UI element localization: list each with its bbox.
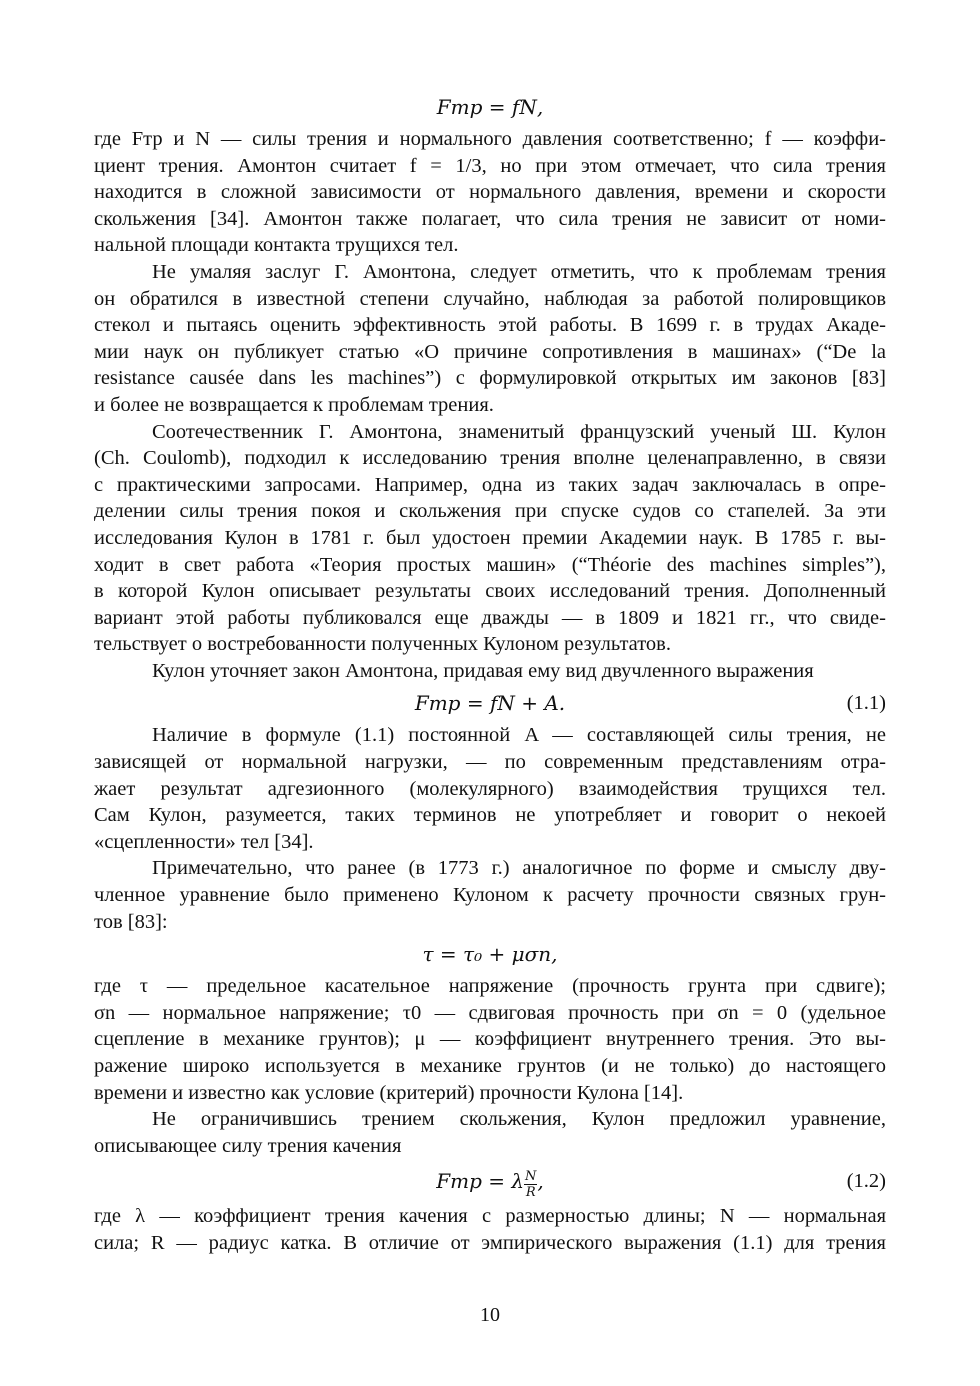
text-line: где τ — предельное касательное напряжение (прочность грунта при сдвиге);: [94, 975, 886, 998]
formula-amontons: [94, 88, 886, 126]
page-number: 10: [480, 1304, 500, 1326]
text-line: членное уравнение было применено Кулоном к расчету прочности связных грун-: [94, 884, 886, 907]
page-body: [94, 88, 886, 1257]
text-line: описывающее силу трения качения: [94, 1134, 402, 1157]
formula-1-2-lhs: 𝐹тр = λ: [436, 1169, 525, 1194]
formula-coulomb-soil-expr: τ = τ₀ + μσ𝑛,: [422, 942, 558, 967]
text-line: и более не возвращается к проблемам трения.: [94, 393, 494, 416]
paragraph-9: [94, 1203, 886, 1256]
formula-1-1-expr: 𝐹тр = 𝑓𝑁 + 𝐴.: [414, 691, 566, 716]
text-line: мии наук он публикует статью «О причине сопротивления в машинах» (“De la: [94, 340, 886, 363]
formula-amontons-expr: 𝐹тр = 𝑓𝑁,: [436, 95, 544, 119]
formula-coulomb-soil: [94, 935, 886, 973]
text-line: тельствует о востребованности полученных Кулоном результатов.: [94, 633, 671, 656]
text-line: где λ — коэффициент трения качения с размерностью длины; N — нормальная: [94, 1205, 886, 1228]
paragraph-4: [94, 658, 886, 685]
text-line: сцепление в механике грунтов); μ — коэффициент внутреннего трения. Это вы-: [94, 1028, 886, 1051]
text-line: Примечательно, что ранее (в 1773 г.) аналогичное по форме и смыслу дву-: [152, 857, 886, 880]
text-line: находится в сложной зависимости от нормального давления, времени и скорости: [94, 181, 886, 204]
formula-1-2-tail: ,: [537, 1169, 544, 1194]
text-line: ражение широко используется в механике грунтов (и не только) до настоящего: [94, 1055, 886, 1077]
text-line: Наличие в формуле (1.1) постоянной A — составляющей силы трения, не: [152, 724, 886, 747]
text-line: тов [83]:: [94, 910, 168, 933]
paragraph-5: [94, 722, 886, 855]
formula-1-2-fraction: [524, 1169, 537, 1200]
paragraph-3: [94, 419, 886, 658]
text-line: (Ch. Coulomb), подходил к исследованию трения вполне целенаправленно, в связи: [94, 447, 886, 470]
text-line: вариант этой работы публиковался еще дважды — в 1809 и 1821 гг., что свиде-: [94, 606, 886, 629]
text-line: «сцепленности» тел [34].: [94, 830, 314, 853]
formula-1-1: [94, 684, 886, 722]
formula-1-2-number: (1.2): [846, 1170, 886, 1193]
text-line: ходит в свет работа «Теория простых машин» (“Théorie des machines simples”),: [94, 553, 886, 576]
paragraph-8: [94, 1106, 886, 1159]
paragraph-2: [94, 259, 886, 419]
text-line: жает результат адгезионного (молекулярного) взаимодействия трущихся тел.: [94, 777, 886, 800]
fraction-denominator: 𝑅: [525, 1185, 536, 1201]
text-line: resistance causée dans les machines”) с формулировкой открытых им законов [83]: [94, 367, 886, 390]
text-line: Не ограничившись трением скольжения, Кулон предложил уравнение,: [152, 1108, 886, 1131]
text-line: Соотечественник Г. Амонтона, знаменитый французский ученый Ш. Кулон: [152, 420, 886, 443]
text-line: зависящей от нормальной нагрузки, — по современным представлениям отра-: [94, 751, 886, 774]
text-line: скольжения [34]. Амонтон также полагает, что сила трения не зависит от номи-: [94, 207, 886, 230]
text-line: нальной площади контакта трущихся тел.: [94, 234, 459, 257]
paragraph-1: [94, 126, 886, 259]
text-line: в которой Кулон описывает результаты своих исследований трения. Дополненный: [94, 580, 886, 603]
text-line: Кулон уточняет закон Амонтона, придавая ему вид двучленного выражения: [152, 659, 814, 682]
formula-1-1-number: (1.1): [846, 692, 886, 715]
text-line: стекол и пытаясь оценить эффективность этой работы. В 1699 г. в трудах Акаде-: [94, 314, 886, 337]
text-line: времени и известно как условие (критерий) прочности Кулона [14].: [94, 1081, 684, 1104]
text-line: он обратился в известной степени случайно, наблюдая за работой полировщиков: [94, 287, 886, 310]
text-line: сила; R — радиус катка. В отличие от эмпирического выражения (1.1) для трения: [94, 1231, 886, 1254]
text-line: циент трения. Амонтон считает f = 1/3, но при этом отмечает, что сила трения: [94, 154, 886, 177]
formula-1-2-expr: [436, 1159, 544, 1203]
fraction-numerator: 𝑁: [525, 1169, 537, 1185]
formula-1-2: [94, 1159, 886, 1203]
text-line: где Fтр и N — силы трения и нормального давления соответственно; f — коэффи-: [94, 128, 886, 150]
text-line: исследования Кулон в 1781 г. был удостоен премии Академии наук. В 1785 г. вы-: [94, 526, 886, 549]
text-line: Не умаляя заслуг Г. Амонтона, следует отметить, что к проблемам трения: [152, 260, 886, 283]
paragraph-6: [94, 855, 886, 935]
paragraph-7: [94, 973, 886, 1106]
text-line: с практическими запросами. Например, одна из таких задач заключалась в опре-: [94, 473, 886, 496]
text-line: Сам Кулон, разумеется, таких терминов не употребляет и говорит о некоей: [94, 804, 886, 827]
text-line: σn — нормальное напряжение; τ0 — сдвиговая прочность при σn = 0 (удельное: [94, 1001, 886, 1024]
text-line: делении силы трения покоя и скольжения при спуске судов со стапелей. За эти: [94, 500, 886, 523]
